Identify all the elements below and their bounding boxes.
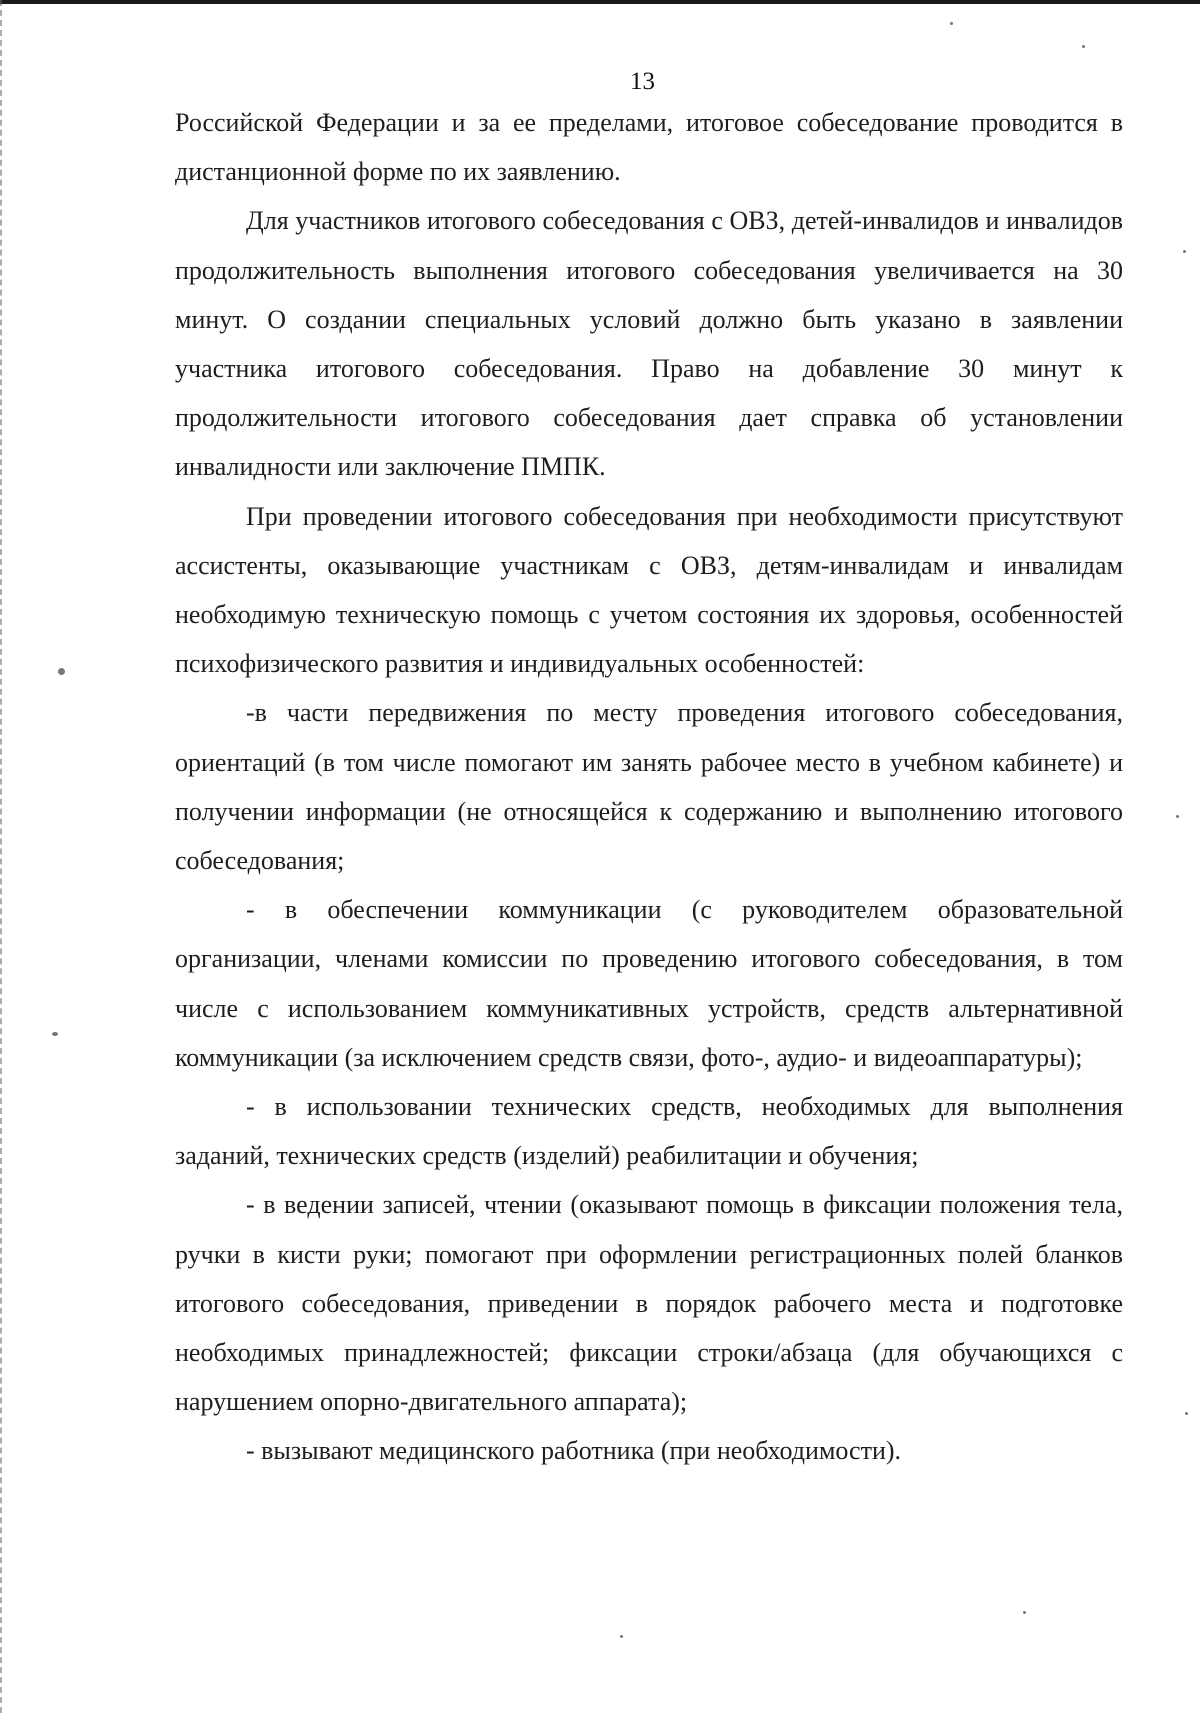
- paragraph-continuation: Российской Федерации и за ее пределами, итоговое собеседование проводится в дистанционной форме по их заявлению.: [175, 108, 1123, 187]
- scan-speck: [52, 1032, 58, 1036]
- scan-speck: [1023, 1611, 1026, 1614]
- scan-speck: [1082, 45, 1085, 48]
- scan-speck: [950, 22, 953, 25]
- list-item-communication: - в обеспечении коммуникации (с руководителем образовательной организации, членами комиссии по проведению итогового собеседования, в том числе с использованием коммуникативных устройств, средств альтернативной коммуникации (за исключением средств связи, фото-, аудио- и видеоаппаратуры);: [175, 895, 1123, 1072]
- page-number: 13: [630, 68, 655, 95]
- scan-left-edge: [0, 0, 8, 1713]
- scan-speck: [1176, 815, 1179, 818]
- paragraph-assistants: При проведении итогового собеседования при необходимости присутствуют ассистенты, оказывающие участникам с ОВЗ, детям-инвалидам и инвалидам необходимую техническую помощь с учетом состояния их здоровья, особенностей психофизического развития и индивидуальных особенностей:: [175, 501, 1123, 679]
- scan-speck: [58, 668, 65, 675]
- scan-top-edge: [0, 0, 1200, 4]
- list-item-writing-reading: - в ведении записей, чтении (оказывают помощь в фиксации положения тела, ручки в кисти руки; помогают при оформлении регистрационных полей бланков итогового собеседования, приведении в порядок рабочего места и подготовке необходимых принадлежностей; фиксации строки/абзаца (для обучающихся с нарушением опорно-двигательного аппарата);: [175, 1190, 1123, 1417]
- document-body: [175, 98, 1123, 1476]
- scan-speck: [620, 1635, 623, 1638]
- list-item-movement: -в части передвижения по месту проведения итогового собеседования, ориентаций (в том числе помогают им занять рабочее место в учебном кабинете) и получении информации (не относящейся к содержанию и выполнению итогового собеседования;: [175, 698, 1123, 876]
- scan-speck: [1183, 250, 1186, 253]
- paragraph-duration: Для участников итогового собеседования с ОВЗ, детей-инвалидов и инвалидов продолжительность выполнения итогового собеседования увеличивается на 30 минут. О создании специальных условий должно быть указано в заявлении участника итогового собеседования. Право на добавление 30 минут к продолжительности итогового собеседования дает справка об установлении инвалидности или заключение ПМПК.: [175, 206, 1123, 482]
- list-item-medical: - вызывают медицинского работника (при необходимости).: [246, 1436, 902, 1466]
- list-item-technical-means: - в использовании технических средств, необходимых для выполнения заданий, технических средств (изделий) реабилитации и обучения;: [175, 1092, 1123, 1171]
- scan-speck: [1185, 1412, 1188, 1415]
